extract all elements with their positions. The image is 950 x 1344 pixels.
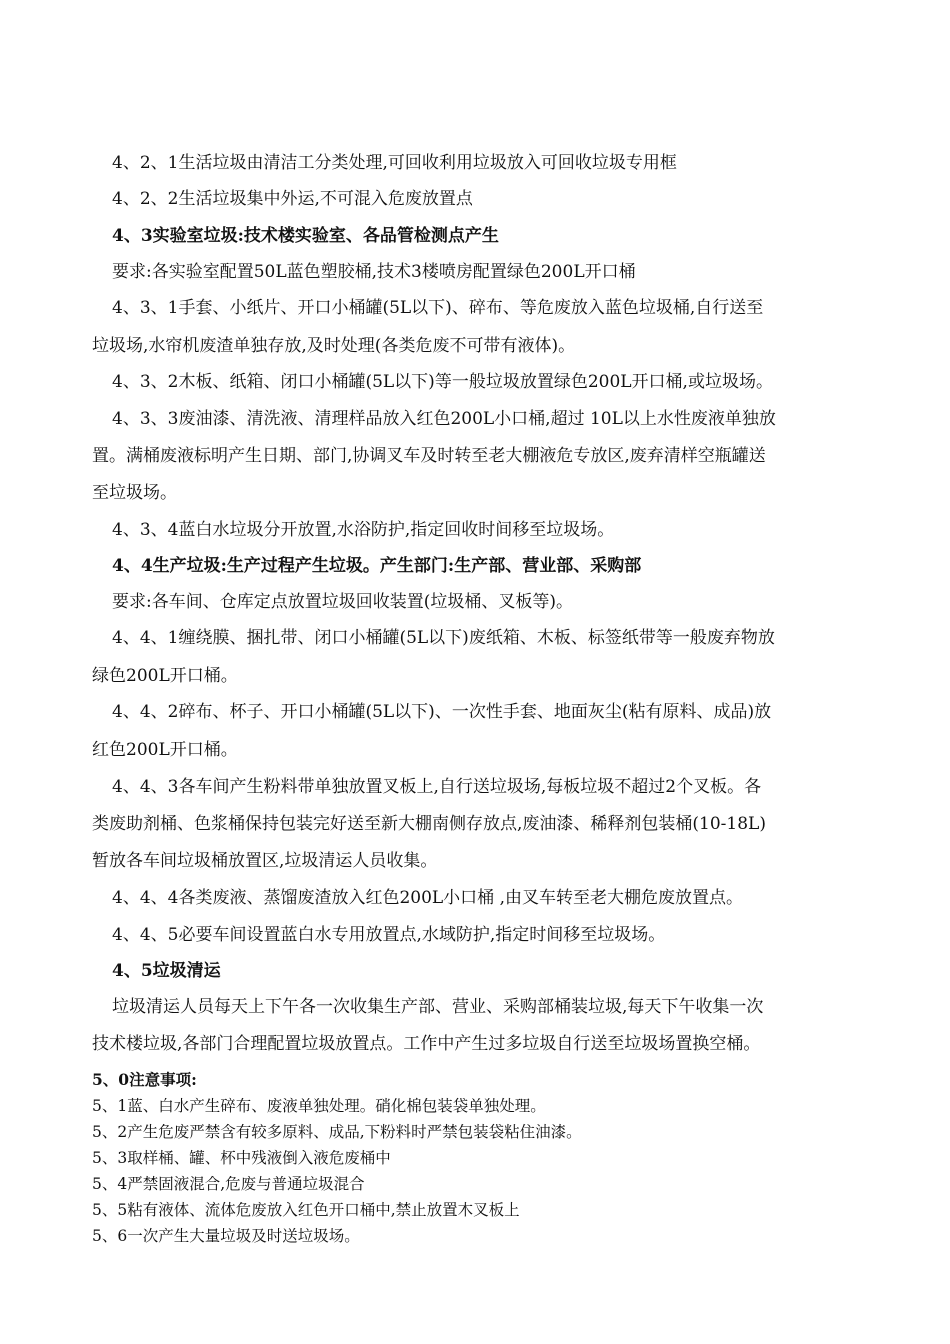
note-5-1: 5、1蓝、白水产生碎布、废液单独处理。硝化棉包装袋单独处理。 bbox=[92, 1097, 546, 1115]
note-5-5: 5、5粘有液体、流体危废放入红色开口桶中,禁止放置木叉板上 bbox=[92, 1201, 520, 1219]
text-line-4-4-3b: 类废助剂桶、色浆桶保持包装完好送至新大棚南侧存放点,废油漆、稀释剂包装桶(10-18L) bbox=[92, 814, 766, 834]
text-line-4-3-3b: 置。满桶废液标明产生日期、部门,协调叉车及时转至老大棚液危专放区,废弃清样空瓶罐送 bbox=[92, 446, 766, 466]
text-line-4-4-5: 4、4、5必要车间设置蓝白水专用放置点,水域防护,指定时间移至垃圾场。 bbox=[112, 925, 666, 945]
text-line-4-5a: 垃圾清运人员每天上下午各一次收集生产部、营业、采购部桶装垃圾,每天下午收集一次 bbox=[112, 997, 764, 1017]
text-line-4-3-3c: 至垃圾场。 bbox=[92, 483, 177, 503]
text-line-4-5b: 技术楼垃圾,各部门合理配置垃圾放置点。工作中产生过多垃圾自行送至垃圾场置换空桶。 bbox=[92, 1034, 761, 1054]
requirement-line-4-4: 要求:各车间、仓库定点放置垃圾回收装置(垃圾桶、叉板等)。 bbox=[112, 592, 573, 612]
section-heading-4-5: 4、5垃圾清运 bbox=[112, 961, 221, 981]
text-line-4-2-1: 4、2、1生活垃圾由清洁工分类处理,可回收利用垃圾放入可回收垃圾专用框 bbox=[112, 153, 677, 173]
text-line-4-3-3a: 4、3、3废油漆、清洗液、清理样品放入红色200L小口桶,超过 10L以上水性废液单独放 bbox=[112, 409, 776, 429]
text-line-4-2-2: 4、2、2生活垃圾集中外运,不可混入危废放置点 bbox=[112, 189, 473, 209]
text-line-4-4-3c: 暂放各车间垃圾桶放置区,垃圾清运人员收集。 bbox=[92, 851, 438, 871]
section-heading-4-4: 4、4生产垃圾:生产过程产生垃圾。产生部门:生产部、营业部、采购部 bbox=[112, 556, 642, 576]
text-line-4-4-2b: 红色200L开口桶。 bbox=[92, 740, 238, 760]
note-5-6: 5、6一次产生大量垃圾及时送垃圾场。 bbox=[92, 1227, 360, 1245]
text-line-4-4-3a: 4、4、3各车间产生粉料带单独放置叉板上,自行送垃圾场,每板垃圾不超过2个叉板。各 bbox=[112, 777, 762, 797]
text-line-4-4-1a: 4、4、1缠绕膜、捆扎带、闭口小桶罐(5L以下)废纸箱、木板、标签纸带等一般废弃物放 bbox=[112, 628, 775, 648]
text-line-4-4-2a: 4、4、2碎布、杯子、开口小桶罐(5L以下)、一次性手套、地面灰尘(粘有原料、成品)放 bbox=[112, 702, 772, 722]
text-line-4-3-1a: 4、3、1手套、小纸片、开口小桶罐(5L以下)、碎布、等危废放入蓝色垃圾桶,自行送至 bbox=[112, 298, 764, 318]
note-5-4: 5、4严禁固液混合,危废与普通垃圾混合 bbox=[92, 1175, 365, 1193]
text-line-4-4-4: 4、4、4各类废液、蒸馏废渣放入红色200L小口桶 ,由叉车转至老大棚危废放置点。 bbox=[112, 888, 743, 908]
text-line-4-3-1b: 垃圾场,水帘机废渣单独存放,及时处理(各类危废不可带有液体)。 bbox=[92, 336, 576, 356]
note-5-3: 5、3取样桶、罐、杯中残液倒入液危废桶中 bbox=[92, 1149, 391, 1167]
note-5-2: 5、2产生危废严禁含有较多原料、成品,下粉料时严禁包装袋粘住油漆。 bbox=[92, 1123, 582, 1141]
section-heading-4-3: 4、3实验室垃圾:技术楼实验室、各品管检测点产生 bbox=[112, 226, 499, 246]
text-line-4-4-1b: 绿色200L开口桶。 bbox=[92, 666, 238, 686]
requirement-line-4-3: 要求:各实验室配置50L蓝色塑胶桶,技术3楼喷房配置绿色200L开口桶 bbox=[112, 262, 636, 282]
text-line-4-3-2: 4、3、2木板、纸箱、闭口小桶罐(5L以下)等一般垃圾放置绿色200L开口桶,或垃圾场。 bbox=[112, 372, 773, 392]
text-line-4-3-4: 4、3、4蓝白水垃圾分开放置,水浴防护,指定回收时间移至垃圾场。 bbox=[112, 520, 615, 540]
notes-heading-5-0: 5、0注意事项: bbox=[92, 1070, 197, 1089]
